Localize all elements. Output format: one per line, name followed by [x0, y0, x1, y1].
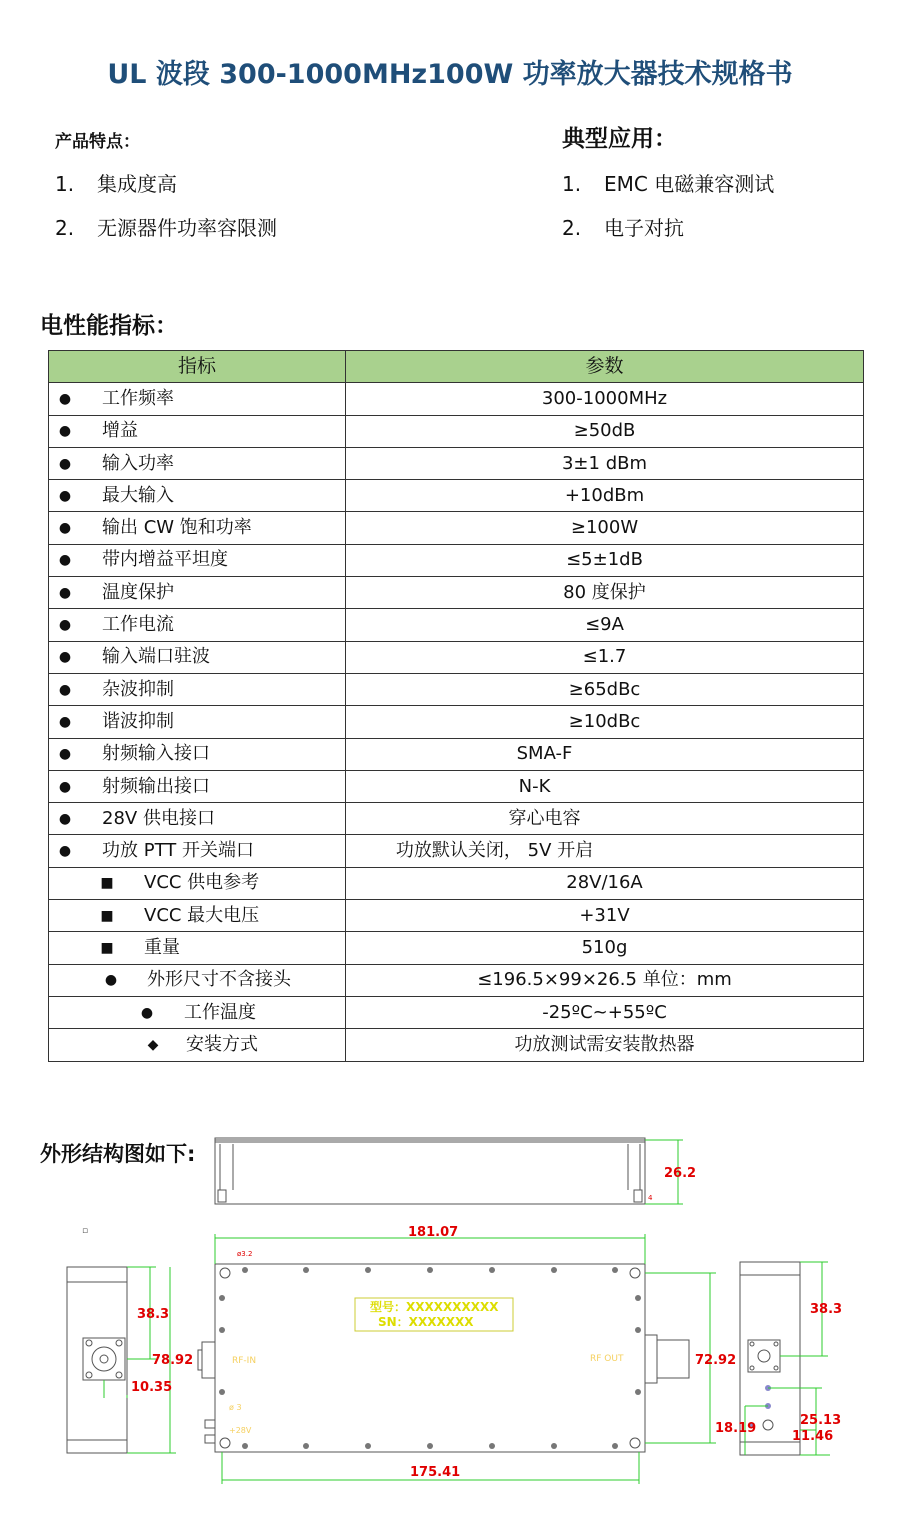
table-row	[49, 673, 864, 705]
bullet-marker: ●	[58, 487, 72, 504]
value-cell	[346, 577, 864, 609]
feature-num: 1.	[55, 172, 75, 196]
indicator-cell	[49, 964, 346, 996]
features-heading: 产品特点：	[55, 132, 140, 152]
parameter-value: 功放测试需安装散热器	[514, 1033, 695, 1055]
indicator-label: 输出 CW 饱和功率	[102, 517, 252, 539]
dim-side-c: 11.46	[792, 1429, 834, 1444]
dim-height: 26.2	[664, 1166, 697, 1181]
indicator-cell	[49, 867, 346, 899]
indicator-cell	[49, 673, 346, 705]
value-cell	[346, 1029, 864, 1061]
value-cell	[346, 900, 864, 932]
table-header-row	[49, 351, 864, 383]
value-cell	[346, 544, 864, 576]
bullet-marker: ●	[104, 972, 118, 989]
indicator-cell	[49, 803, 346, 835]
indicator-label: 增益	[102, 420, 138, 442]
indicator-cell	[49, 770, 346, 802]
parameter-value: 穿心电容	[508, 807, 581, 829]
value-cell	[346, 706, 864, 738]
bullet-marker: ●	[58, 843, 72, 860]
indicator-label: 功放 PTT 开关端口	[102, 840, 254, 862]
indicator-label: VCC 供电参考	[144, 872, 260, 894]
bullet-marker: ●	[58, 649, 72, 666]
indicator-cell	[49, 577, 346, 609]
value-cell	[346, 512, 864, 544]
value-cell	[346, 673, 864, 705]
screw-holes	[219, 1267, 641, 1449]
parameter-value: ≤9A	[585, 614, 624, 636]
feature-num: 2.	[55, 216, 75, 240]
bullet-marker: ■	[100, 907, 114, 924]
indicator-label: 重量	[144, 936, 180, 958]
value-cell	[346, 770, 864, 802]
left-end-view	[67, 1267, 127, 1453]
indicator-cell	[49, 900, 346, 932]
table-row	[49, 383, 864, 415]
indicator-cell	[49, 835, 346, 867]
table-row	[49, 480, 864, 512]
table-row	[49, 996, 864, 1028]
model-label: 型号：XXXXXXXXXX	[370, 1300, 499, 1314]
side-view	[215, 1138, 645, 1204]
table-row	[49, 609, 864, 641]
bullet-marker: ●	[58, 390, 72, 407]
table-row	[49, 738, 864, 770]
table-row	[49, 512, 864, 544]
dim-right-side: 72.92	[695, 1353, 737, 1368]
indicator-label: 28V 供电接口	[102, 807, 215, 829]
value-cell	[346, 480, 864, 512]
header-value: 参数	[346, 351, 864, 383]
table-row	[49, 577, 864, 609]
indicator-cell	[49, 609, 346, 641]
indicator-label: 温度保护	[102, 581, 174, 603]
feature-text: 无源器件功率容限测	[97, 216, 277, 240]
application-num: 2.	[562, 216, 582, 240]
parameter-value: 510g	[581, 936, 628, 958]
parameter-value: 功放默认关闭， 5V 开启	[395, 840, 594, 862]
indicator-cell	[49, 544, 346, 576]
parameter-value: ≥65dBc	[568, 678, 641, 700]
table-row	[49, 770, 864, 802]
indicator-label: 输入端口驻波	[102, 646, 210, 668]
bullet-marker: ●	[58, 552, 72, 569]
indicator-label: VCC 最大电压	[144, 904, 260, 926]
spec-table	[48, 350, 864, 1062]
parameter-value: N-K	[518, 775, 551, 797]
indicator-cell	[49, 415, 346, 447]
sn-label: SN：XXXXXXX	[378, 1315, 474, 1329]
indicator-cell	[49, 641, 346, 673]
parameter-value: ≥50dB	[573, 420, 636, 442]
table-row	[49, 544, 864, 576]
value-cell	[346, 867, 864, 899]
feature-item	[55, 212, 277, 241]
bullet-marker: ◆	[147, 1036, 159, 1053]
indicator-label: 最大输入	[102, 484, 174, 506]
applications-heading: 典型应用：	[562, 126, 677, 152]
indicator-label: 带内增益平坦度	[102, 549, 228, 571]
bullet-marker: ●	[58, 617, 72, 634]
indicator-label: 工作电流	[102, 614, 174, 636]
dim-width-bottom: 175.41	[410, 1465, 461, 1480]
table-row	[49, 932, 864, 964]
parameter-value: 80 度保护	[563, 581, 646, 603]
application-text: EMC 电磁兼容测试	[604, 172, 775, 196]
page-title: UL 波段 300-1000MHz100W 功率放大器技术规格书	[107, 59, 793, 90]
indicator-cell	[49, 447, 346, 479]
parameter-value: -25ºC~+55ºC	[542, 1001, 667, 1023]
parameter-value: +31V	[579, 904, 630, 926]
indicator-label: 安装方式	[186, 1033, 258, 1055]
table-row	[49, 964, 864, 996]
indicator-label: 工作温度	[184, 1001, 256, 1023]
dim-left-low: 10.35	[131, 1380, 173, 1395]
indicator-cell	[49, 480, 346, 512]
table-row	[49, 835, 864, 867]
parameter-value: 300-1000MHz	[541, 387, 668, 409]
dim-side-b: 18.19	[715, 1421, 757, 1436]
rf-in-label: RF-IN	[232, 1356, 257, 1366]
application-num: 1.	[562, 172, 582, 196]
value-cell	[346, 803, 864, 835]
dim-left-upper: 38.3	[137, 1307, 170, 1322]
bullet-marker: ●	[58, 810, 72, 827]
outline-drawing	[0, 1130, 900, 1490]
table-row	[49, 641, 864, 673]
feature-item	[55, 168, 177, 197]
parameter-value: ≤196.5×99×26.5 单位：mm	[477, 969, 732, 991]
header-indicator: 指标	[49, 351, 346, 383]
application-text: 电子对抗	[604, 216, 684, 240]
parameter-value: ≤5±1dB	[566, 549, 643, 571]
indicator-label: 外形尺寸不含接头	[147, 969, 291, 991]
dim-small-c: ø 3	[229, 1403, 242, 1412]
indicator-label: 杂波抑制	[102, 678, 174, 700]
dim-small-b: ø3.2	[237, 1250, 253, 1258]
indicator-label: 谐波抑制	[102, 710, 174, 732]
bullet-marker: ●	[58, 423, 72, 440]
value-cell	[346, 447, 864, 479]
value-cell	[346, 932, 864, 964]
dim-small-a: 4	[648, 1194, 653, 1202]
value-cell	[346, 415, 864, 447]
bullet-marker: ●	[58, 778, 72, 795]
bullet-marker: ■	[100, 939, 114, 956]
parameter-value: +10dBm	[564, 484, 645, 506]
dim-side-upper: 38.3	[810, 1302, 843, 1317]
drawing-heading: 外形结构图如下:	[40, 1142, 196, 1166]
indicator-label: 射频输出接口	[102, 775, 210, 797]
application-item	[562, 212, 684, 241]
indicator-label: 工作频率	[102, 387, 174, 409]
table-row	[49, 415, 864, 447]
indicator-cell	[49, 383, 346, 415]
value-cell	[346, 996, 864, 1028]
bullet-marker: ●	[140, 1004, 154, 1021]
table-row	[49, 900, 864, 932]
parameter-value: SMA-F	[516, 743, 573, 765]
indicator-label: 射频输入接口	[102, 743, 210, 765]
value-cell	[346, 964, 864, 996]
indicator-cell	[49, 738, 346, 770]
parameter-value: 28V/16A	[566, 872, 643, 894]
dim-left-mid: 78.92	[152, 1353, 194, 1368]
application-item	[562, 168, 774, 197]
bullet-marker: ●	[58, 681, 72, 698]
table-row	[49, 447, 864, 479]
indicator-label: 输入功率	[102, 452, 174, 474]
indicator-cell	[49, 512, 346, 544]
bullet-marker: ●	[58, 746, 72, 763]
table-row	[49, 706, 864, 738]
table-row	[49, 867, 864, 899]
parameter-value: ≤1.7	[582, 646, 627, 668]
table-row	[49, 803, 864, 835]
indicator-cell	[49, 1029, 346, 1061]
bullet-marker: ●	[58, 713, 72, 730]
bullet-marker: ●	[58, 520, 72, 537]
performance-heading: 电性能指标：	[40, 313, 178, 339]
value-cell	[346, 835, 864, 867]
dim-width-top: 181.07	[408, 1225, 459, 1240]
bullet-marker: ■	[100, 875, 114, 892]
parameter-value: 3±1 dBm	[561, 452, 648, 474]
table-row	[49, 1029, 864, 1061]
parameter-value: ≥10dBc	[568, 710, 641, 732]
value-cell	[346, 738, 864, 770]
bullet-marker: ●	[58, 455, 72, 472]
indicator-cell	[49, 706, 346, 738]
drawing-mark: ▫	[82, 1226, 89, 1236]
value-cell	[346, 609, 864, 641]
dim-small-d: +28V	[229, 1426, 252, 1435]
feature-text: 集成度高	[97, 172, 177, 196]
plan-dim-lines	[215, 1234, 716, 1484]
rf-out-label: RF OUT	[590, 1354, 624, 1364]
dim-side-a: 25.13	[800, 1413, 842, 1428]
bullet-marker: ●	[58, 584, 72, 601]
indicator-cell	[49, 932, 346, 964]
indicator-cell	[49, 996, 346, 1028]
value-cell	[346, 383, 864, 415]
parameter-value: ≥100W	[570, 517, 639, 539]
value-cell	[346, 641, 864, 673]
